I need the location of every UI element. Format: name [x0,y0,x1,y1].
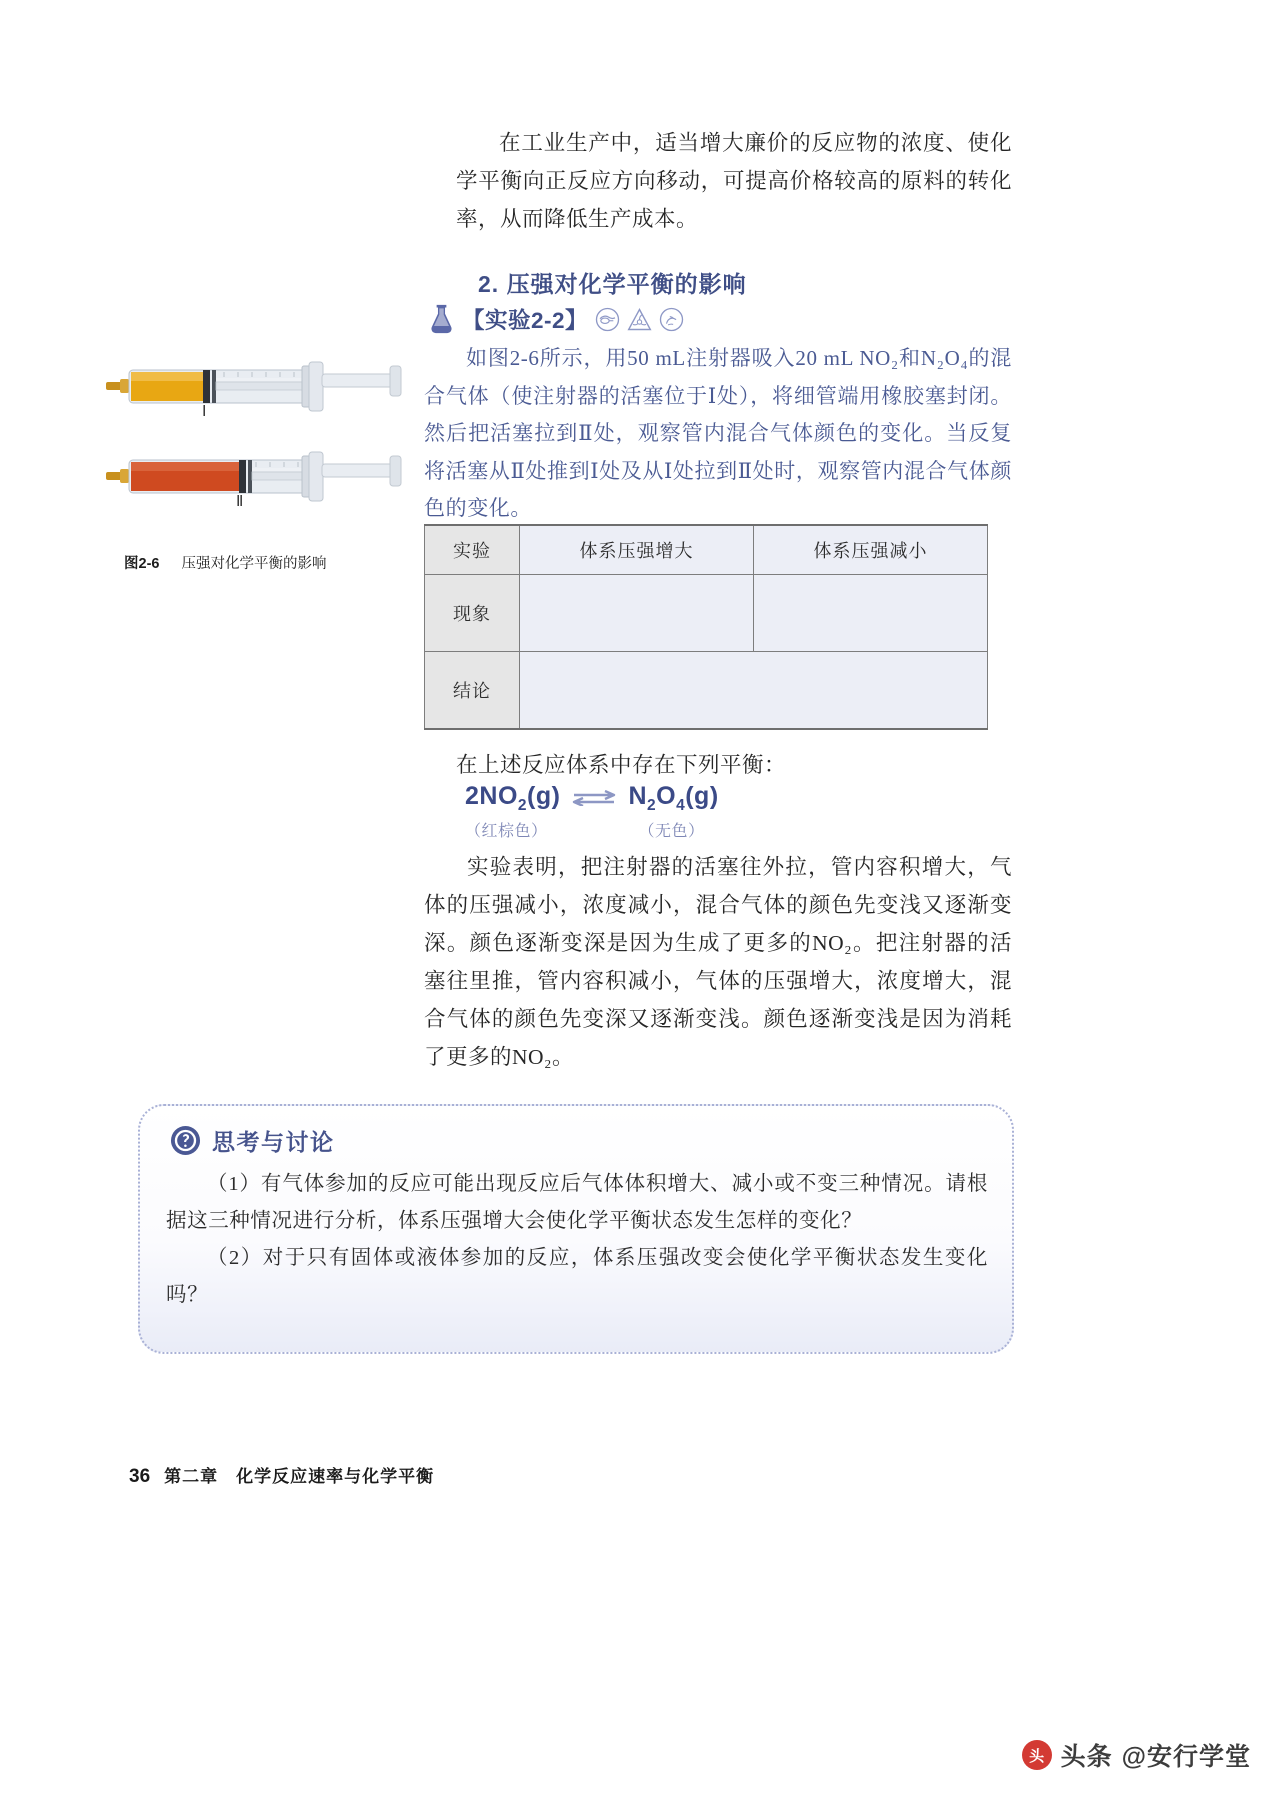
flask-icon [428,304,455,334]
table-cell-phenomenon-increase[interactable] [520,575,754,652]
table-row [425,575,988,652]
table-header-experiment: 实验 [425,525,520,575]
experiment-header [428,303,1018,335]
chemical-equation [465,782,719,815]
table-header-pressure-increase: 体系压强增大 [520,525,754,575]
think-box-header [170,1124,335,1157]
think-item-2: （2）对于只有固体或液体参加的反应，体系压强改变会使化学平衡状态发生变化吗？ [166,1247,988,1306]
equilibrium-arrow-icon [570,786,618,812]
table-row [425,652,988,730]
explanation-paragraph: 实验表明，把注射器的活塞往外拉，管内容积增大，气体的压强减小，浓度减小，混合气体的颜色先变浅又逐渐变深。颜色逐渐变深是因为生成了更多的NO₂。把注射器的活塞往里推，管内容积减小，气体的压强增大，浓度增大，混合气体的颜色先变深又逐渐变浅。颜色逐渐变浅是因为消耗了更多的NO₂。 [424,855,1012,1069]
equation-reactant: $2NO_2(g)$ [465,782,561,814]
goggles-icon [595,307,620,332]
biohazard-icon [627,307,652,332]
color-label-reactant: （红棕色） [465,823,548,840]
table-row [425,525,988,575]
syringe-mark-2: Ⅱ [236,494,244,510]
figure-label: 图2-6 [124,556,160,572]
table-cell-phenomenon-decrease[interactable] [754,575,988,652]
table-header-pressure-decrease: 体系压强减小 [754,525,988,575]
table-cell-conclusion[interactable] [520,652,988,730]
table-label-conclusion: 结论 [425,652,520,730]
experiment-title: 【实验2-2】 [462,308,589,333]
syringe-state-1 [104,356,404,418]
syringe-state-2 [104,446,404,508]
equation-product: $N_2O_4(g)$ [628,782,719,814]
color-label-product: （无色） [638,823,705,840]
watermark-logo-icon: 头 [1022,1740,1052,1770]
figure-caption [124,552,424,573]
gloves-icon [659,307,684,332]
experiment-body [424,340,1012,528]
syringe-mark-1: Ⅰ [202,404,207,420]
equation-color-labels [465,818,865,841]
think-box-body [166,1166,988,1314]
intro-paragraph: 在工业生产中，适当增大廉价的反应物的浓度、使化学平衡向正反应方向移动，可提高价格较高的原料的转化率，从而降低生产成本。 [456,131,1012,231]
watermark [1022,1737,1251,1773]
page-footer [129,1462,434,1488]
watermark-brand: 头条 [1060,1743,1113,1771]
page-number: 36 [129,1466,151,1487]
figure-2-6 [104,356,404,536]
watermark-account: @安行学堂 [1121,1743,1251,1771]
experiment-body-text: 如图2-6所示，用50 mL注射器吸入20 mL NO₂和N₂O₄的混合气体（使注射器的活塞位于Ⅰ处），将细管端用橡胶塞封闭。然后把活塞拉到Ⅱ处，观察管内混合气体颜色的变化。当反复将活塞从Ⅱ处推到Ⅰ处及从Ⅰ处拉到Ⅱ处时，观察管内混合气体颜色的变化。 [424,346,1012,520]
figure-caption-text: 压强对化学平衡的影响 [181,556,327,572]
chapter-title: 第二章 化学反应速率与化学平衡 [164,1467,435,1486]
think-item-1: （1）有气体参加的反应可能出现反应后气体体积增大、减小或不变三种情况。请根据这三种情况进行分析，体系压强增大会使化学平衡状态发生怎样的变化？ [166,1173,988,1232]
table-label-phenomenon: 现象 [425,575,520,652]
think-box-title: 思考与讨论 [212,1129,335,1155]
section-heading: 2. 压强对化学平衡的影响 [478,271,747,297]
question-mark-icon [170,1125,201,1156]
experiment-record-table [424,524,988,730]
equation-lead: 在上述反应体系中存在下列平衡： [456,753,787,777]
